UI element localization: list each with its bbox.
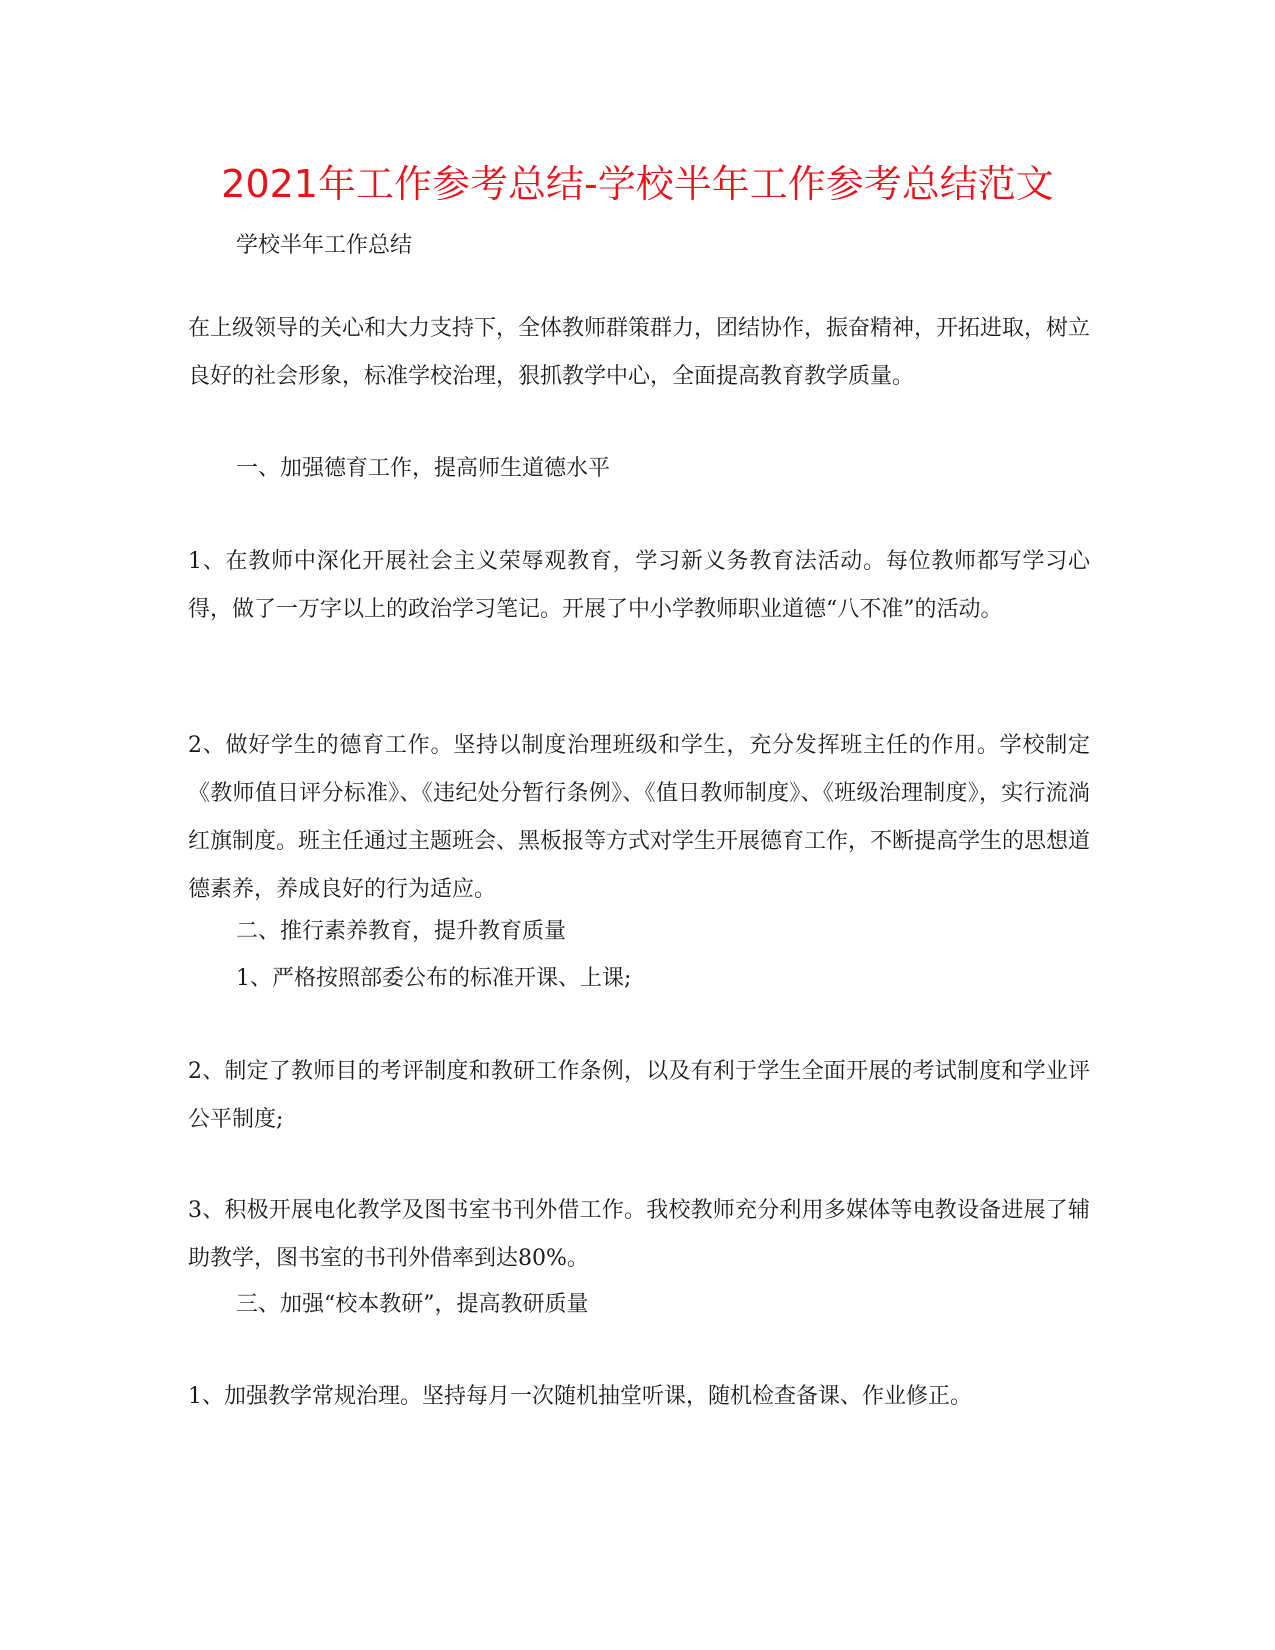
body-paragraph: 1、在教师中深化开展社会主义荣辱观教育，学习新义务教育法活动。每位教师都写学习心得，做了一万字以上的政治学习笔记。开展了中小学教师职业道德“八不准”的活动。: [188, 549, 1090, 622]
subtitle-paragraph: 学校半年工作总结: [236, 233, 413, 258]
body-paragraph: 3、积极开展电化教学及图书室书刊外借工作。我校教师充分利用多媒体等电教设备进展了辅助教学，图书室的书刊外借率到达80%。: [188, 1198, 1090, 1271]
section-heading-3: 三、加强“校本教研”，提高教研质量: [236, 1292, 589, 1317]
body-paragraph: 2、做好学生的德育工作。坚持以制度治理班级和学生，充分发挥班主任的作用。学校制定《教师值日评分标准》、《违纪处分暂行条例》、《值日教师制度》、《班级治理制度》，实行流淌红旗制度。班主任通过主题班会、黑板报等方式对学生开展德育工作，不断提高学生的思想道德素养，养成良好的行为适应。: [188, 733, 1091, 902]
document-title: 2021年工作参考总结-学校半年工作参考总结范文: [221, 162, 1054, 206]
body-paragraph: 1、加强教学常规治理。坚持每月一次随机抽堂听课，随机检查备课、作业修正。: [188, 1384, 972, 1409]
body-paragraph: 1、严格按照部委公布的标准开课、上课;: [236, 966, 632, 991]
body-paragraph: 2、制定了教师目的考评制度和教研工作条例，以及有利于学生全面开展的考试制度和学业评公平制度;: [188, 1059, 1090, 1132]
intro-paragraph: 在上级领导的关心和大力支持下，全体教师群策群力，团结协作，振奋精神，开拓进取，树立良好的社会形象，标准学校治理，狠抓教学中心，全面提高教育教学质量。: [188, 316, 1091, 389]
section-heading-1: 一、加强德育工作，提高师生道德水平: [236, 456, 611, 481]
section-heading-2: 二、推行素养教育，提升教育质量: [236, 919, 567, 944]
